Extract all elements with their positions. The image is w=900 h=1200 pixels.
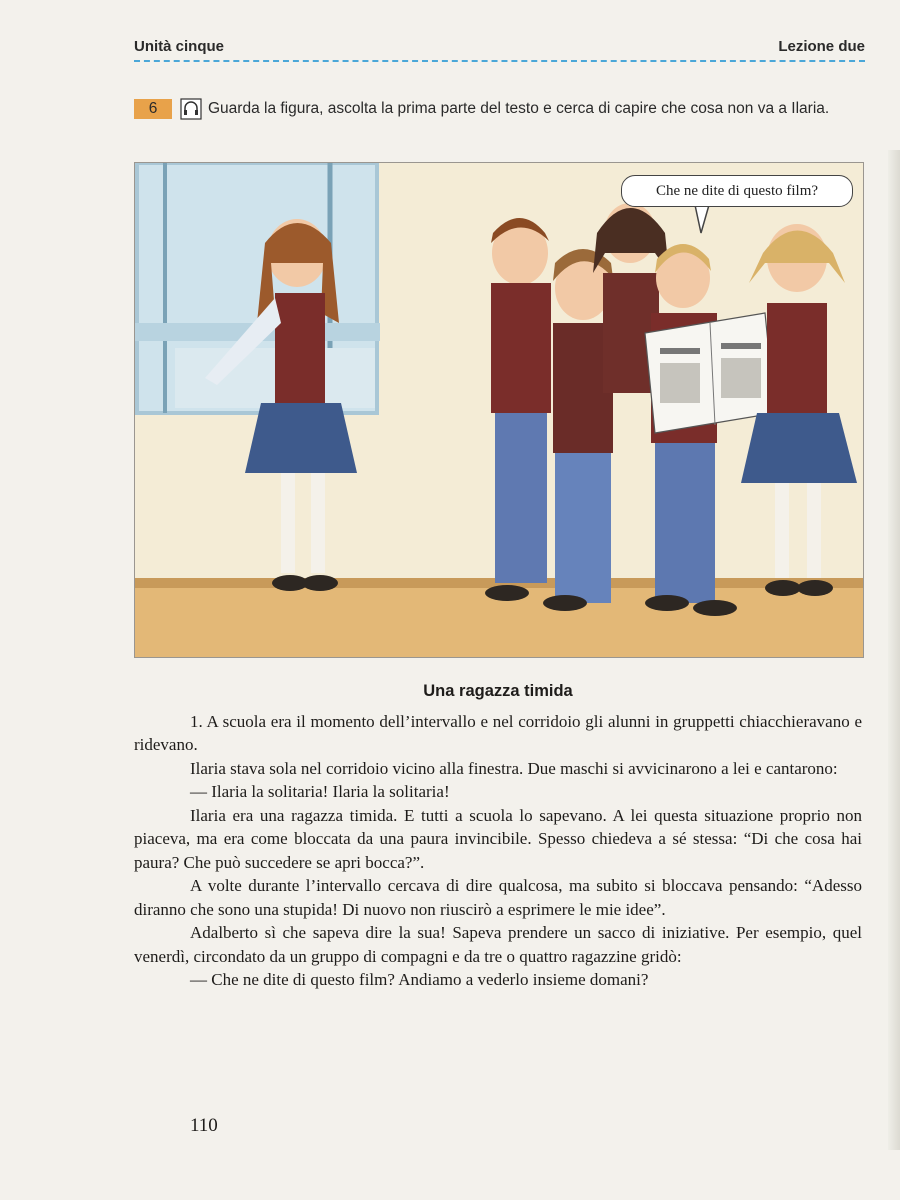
page-edge-shadow — [888, 150, 900, 1150]
exercise-instruction — [134, 98, 865, 120]
running-header — [134, 36, 865, 62]
story-paragraph: — Che ne dite di questo film? Andiamo a vederlo insieme domani? — [190, 970, 649, 989]
story-paragraph: Ilaria stava sola nel corridoio vicino alla finestra. Due maschi si avvicinarono a lei e cantarono: — [190, 758, 838, 778]
exercise-number: 6 — [134, 99, 172, 119]
headphones-icon — [180, 98, 202, 120]
story-paragraph: A volte durante l’intervallo cercava di dire qualcosa, ma subito si bloccava pensando: “Adesso diranno che sono una stupida! Di nuovo non riuscirò a esprimere le mie idee”. — [134, 876, 862, 919]
story-paragraph: Adalberto sì che sapeva dire la sua! Sapeva prendere un sacco di iniziative. Per esempio, quel venerdì, circondato da un gruppo di compagni e da tre o quattro ragazzine gridò: — [134, 923, 862, 966]
story-paragraph: 1. A scuola era il momento dell’intervallo e nel corridoio gli alunni in gruppetti chiacchieravano e ridevano. — [134, 711, 862, 754]
page-number: 110 — [190, 1115, 218, 1136]
story-body — [134, 680, 862, 992]
story-paragraph: Ilaria era una ragazza timida. E tutti a scuola lo sapevano. A lei questa situazione proprio non piaceva, ma era come bloccata da una paura invincibile. Spesso chiedeva a sé stessa: “Di che cosa hai paura? Che può succedere se apri bocca?”. — [134, 805, 862, 872]
story-title: Una ragazza timida — [423, 682, 573, 700]
classroom-illustration — [134, 162, 864, 658]
lesson-title: Lezione due — [778, 38, 865, 55]
unit-title: Unità cinque — [134, 38, 225, 55]
speech-bubble: Che ne dite di questo film? — [621, 175, 853, 207]
instruction-text: Guarda la figura, ascolta la prima parte del testo e cerca di capire che cosa non va a Ilaria. — [208, 100, 830, 118]
story-paragraph: — Ilaria la solitaria! Ilaria la solitaria! — [190, 782, 450, 801]
illustration-drawing — [135, 163, 863, 657]
